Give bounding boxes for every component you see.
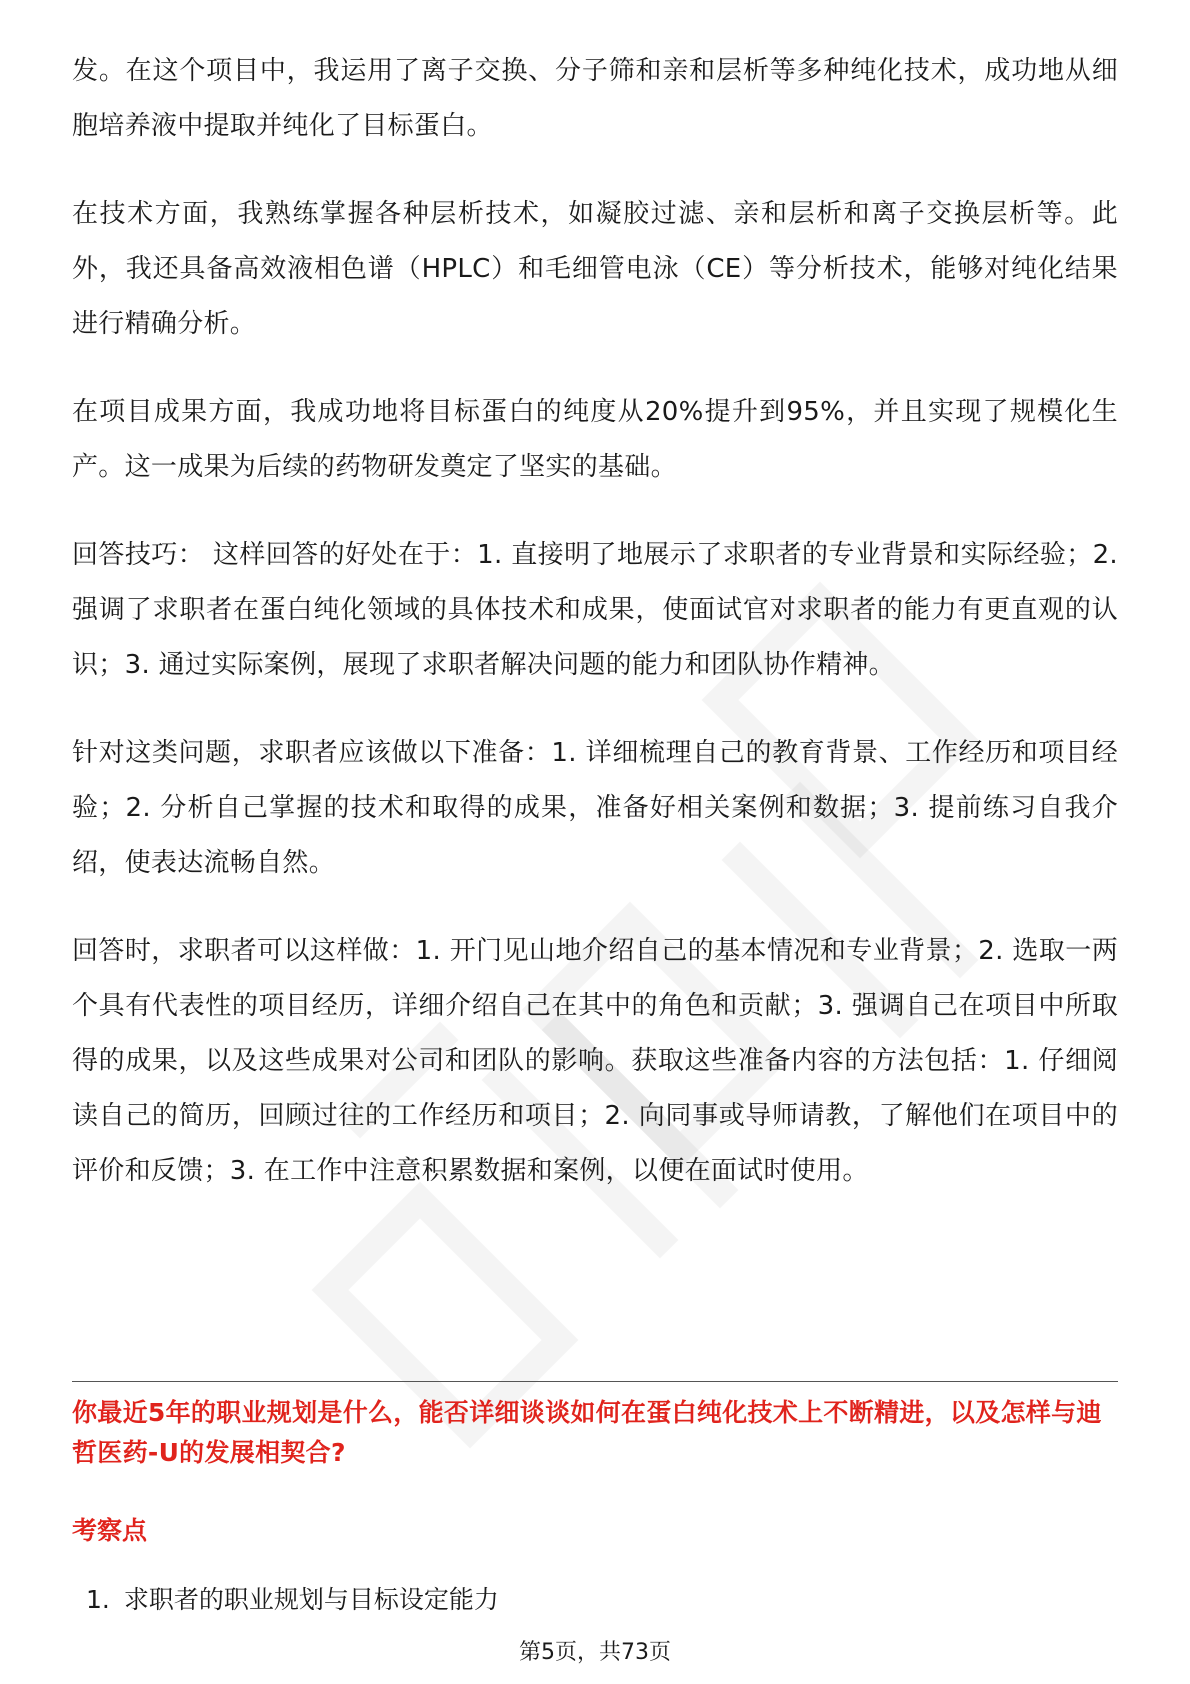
section-divider	[72, 1381, 1118, 1382]
list-item-text: 求职者的职业规划与目标设定能力	[123, 1585, 499, 1614]
paragraph-answer-tips: 回答技巧： 这样回答的好处在于：1. 直接明了地展示了求职者的专业背景和实际经验；2. 强调了求职者在蛋白纯化领域的具体技术和成果，使面试官对求职者的能力有更直观的认识；3. 通过实际案例，展现了求职者解决问题的能力和团队协作精神。	[72, 540, 1118, 680]
paragraph-preparation: 针对这类问题，求职者应该做以下准备：1. 详细梳理自己的教育背景、工作经历和项目经验；2. 分析自己掌握的技术和取得的成果，准备好相关案例和数据；3. 提前练习自我介绍，使表达流畅自然。	[72, 738, 1118, 878]
list-item	[86, 1580, 499, 1620]
paragraph-project-results: 在项目成果方面，我成功地将目标蛋白的纯度从20%提升到95%，并且实现了规模化生产。这一成果为后续的药物研发奠定了坚实的基础。	[72, 397, 1118, 482]
interview-question: 你最近5年的职业规划是什么，能否详细谈谈如何在蛋白纯化技术上不断精进，以及怎样与迪哲医药-U的发展相契合?	[72, 1398, 1102, 1467]
assessment-list	[86, 1580, 499, 1620]
page-footer: 第5页，共73页	[519, 1640, 671, 1665]
section-heading-assessment-points: 考察点	[72, 1516, 148, 1545]
list-item-number: 1.	[86, 1585, 110, 1614]
paragraph-technical-skills: 在技术方面，我熟练掌握各种层析技术，如凝胶过滤、亲和层析和离子交换层析等。此外，我还具备高效液相色谱（HPLC）和毛细管电泳（CE）等分析技术，能够对纯化结果进行精确分析。	[72, 199, 1118, 339]
paragraph-answer-method: 回答时，求职者可以这样做：1. 开门见山地介绍自己的基本情况和专业背景；2. 选取一两个具有代表性的项目经历，详细介绍自己在其中的角色和贡献；3. 强调自己在项目中所取得的成果，以及这些成果对公司和团队的影响。获取这些准备内容的方法包括：1. 仔细阅读自己的简历，回顾过往的工作经历和项目；2. 向同事或导师请教，了解他们在项目中的评价和反馈；3. 在工作中注意积累数据和案例，以便在面试时使用。	[72, 936, 1118, 1186]
body-text	[72, 44, 1118, 1199]
paragraph-project-experience: 发。在这个项目中，我运用了离子交换、分子筛和亲和层析等多种纯化技术，成功地从细胞培养液中提取并纯化了目标蛋白。	[72, 56, 1118, 141]
